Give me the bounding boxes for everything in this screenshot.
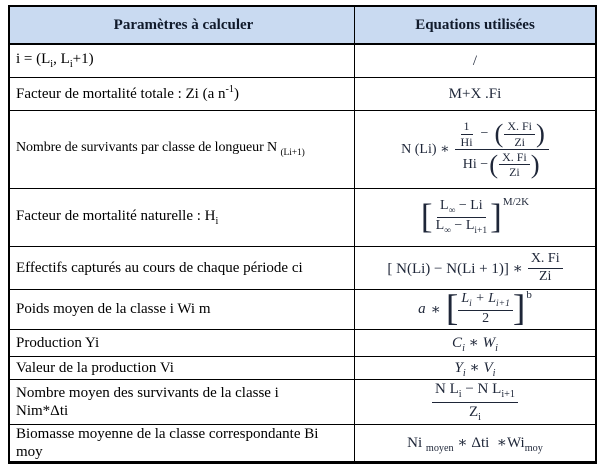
eq-token: W [482,334,496,351]
subscript: i [50,59,54,71]
param-cell [10,111,355,188]
numerator [432,380,518,402]
fraction [504,119,535,149]
param-token: , L [53,51,70,68]
equation-cell [355,425,595,461]
equation-cell [355,78,595,110]
left-paren: ( [489,149,499,180]
equation: M+X .Fi [448,85,502,102]
param-cell [10,357,355,379]
equation [420,195,530,237]
eq-token: V [483,359,493,376]
eq-token: Hi − [462,157,489,173]
param-token: Production Yi [16,334,100,351]
eq-token: N (Li) ∗ [401,142,450,157]
param-text [16,359,351,377]
subscript: i [478,411,481,423]
subscript: i+1 [501,389,515,401]
eq-token: a [418,301,426,317]
subscript: i [458,389,462,401]
equation-cell [355,111,595,188]
header-equation-cell [355,7,595,43]
table-row [10,77,595,110]
eq-token: − L [450,218,475,233]
fraction [458,119,476,149]
subscript: (Li+1) [280,148,305,159]
equation-cell [355,330,595,356]
table-row [10,246,595,289]
denominator [460,150,544,180]
table-row [10,329,595,356]
subscript: moy [524,442,543,454]
equation [452,333,498,354]
multiply-operator: ∗ [430,302,441,318]
param-text [16,334,351,352]
subscript: i [495,342,498,354]
eq-token: L [435,218,445,233]
subscript: i [215,215,219,227]
eq-token: N L [435,381,459,398]
denominator: Zi [538,268,552,284]
numerator [437,198,486,218]
right-bracket: ] [512,288,526,330]
equation [401,119,549,180]
param-token: Facteur de mortalité naturelle : H [16,207,216,224]
param-cell [10,189,355,246]
param-token: i = (L [16,51,51,68]
equations-table [8,5,597,464]
param-text [16,384,351,421]
table-row [10,188,595,246]
equation [418,288,532,330]
param-text [16,84,351,103]
param-cell [10,290,355,329]
table-row [10,379,595,424]
subscript: i [492,367,496,379]
header-param-label: Paramètres à calculer [113,16,254,33]
equation-cell [355,380,595,424]
numerator: X. Fi [504,119,535,134]
left-bracket: [ [420,197,433,237]
table-row [10,356,595,379]
equation [455,358,496,379]
fraction [499,150,530,180]
param-text [16,425,351,462]
eq-token: Y [454,359,463,376]
subscript: moyen [425,442,454,454]
param-text [16,300,351,318]
eq-token: ∗ Δti ∗Wi [453,434,525,451]
param-cell [10,380,355,424]
eq-token: − Li [455,197,483,213]
param-cell [10,45,355,77]
param-token: +1) [72,51,94,68]
param-cell [10,330,355,356]
denominator: Zi [514,134,525,149]
table-header-row [10,7,595,43]
equation-cell [355,247,595,289]
right-paren: ) [530,149,540,180]
denominator: Hi [460,134,473,149]
param-cell [10,78,355,110]
numerator: X. Fi [528,251,563,269]
param-cell [10,247,355,289]
table-row [10,424,595,461]
denominator [433,218,491,237]
numerator [458,291,513,311]
subscript: i [462,367,466,379]
param-line: moy [16,444,43,460]
multiply-operator: ∗ [465,359,484,376]
denominator: 2 [482,311,490,327]
param-token: Valeur de la production Vi [16,359,174,376]
param-token: Poids moyen de la classe i Wi m [16,301,211,318]
numerator: 1 [461,119,473,134]
eq-token: Ni [407,434,426,451]
right-paren: ) [536,118,545,149]
equation-cell [355,357,595,379]
subscript: ∞ [444,225,451,236]
param-text [16,139,351,159]
param-text [16,50,351,71]
subscript: i+1 [474,225,488,236]
header-equation-label: Equations utilisées [415,16,535,33]
minus-operator: − [480,126,489,142]
fraction [432,380,518,423]
subscript: i [69,59,73,71]
subscript: ∞ [448,205,456,216]
subscript: i [469,298,472,309]
left-paren: ( [494,118,504,149]
fraction [458,291,513,328]
param-token: Effectifs capturés au cours de chaque période ci [16,259,303,276]
superscript: -1 [225,84,235,96]
denominator [466,403,484,424]
denominator: Zi [509,165,520,180]
eq-token: [ N(Li) − N(Li + 1)] ∗ [387,260,523,277]
param-line: Biomasse moyenne de la classe correspondante Bi [16,425,319,442]
eq-token: Z [468,403,479,420]
equation: / [472,52,478,69]
multiply-operator: ∗ [464,334,483,351]
param-line: Nim*Δti [16,403,69,419]
param-token: ) [234,86,240,103]
eq-token: − N L [461,381,502,398]
right-bracket: ] [490,197,502,237]
param-text [16,259,351,277]
fraction [455,119,549,180]
header-param-cell [10,7,355,43]
param-line: Nombre moyen des survivants de la classe i [16,384,279,401]
param-text [16,207,351,228]
left-bracket: [ [445,288,459,330]
fraction [528,251,563,286]
param-cell [10,425,355,461]
equation-cell [355,290,595,329]
subscript: i+1 [496,298,510,309]
numerator: X. Fi [499,150,530,165]
param-token: Nombre de survivants par classe de longueur N [16,140,281,156]
eq-token: L [461,291,470,306]
subscript: i [462,342,465,354]
eq-token: L [488,291,497,306]
equation-cell [355,189,595,246]
equation [407,433,543,454]
table-row [10,43,595,77]
numerator [455,119,549,150]
table-row [10,110,595,188]
eq-token: C [452,334,463,351]
table-row [10,289,595,329]
fraction [433,198,491,237]
equation-cell [355,45,595,77]
exponent: b [526,289,532,301]
param-token: Facteur de mortalité totale : Zi (a n [16,86,226,103]
eq-token: + [471,291,489,306]
equation [387,251,562,286]
eq-token: L [440,197,449,213]
exponent: M/2K [502,195,530,208]
